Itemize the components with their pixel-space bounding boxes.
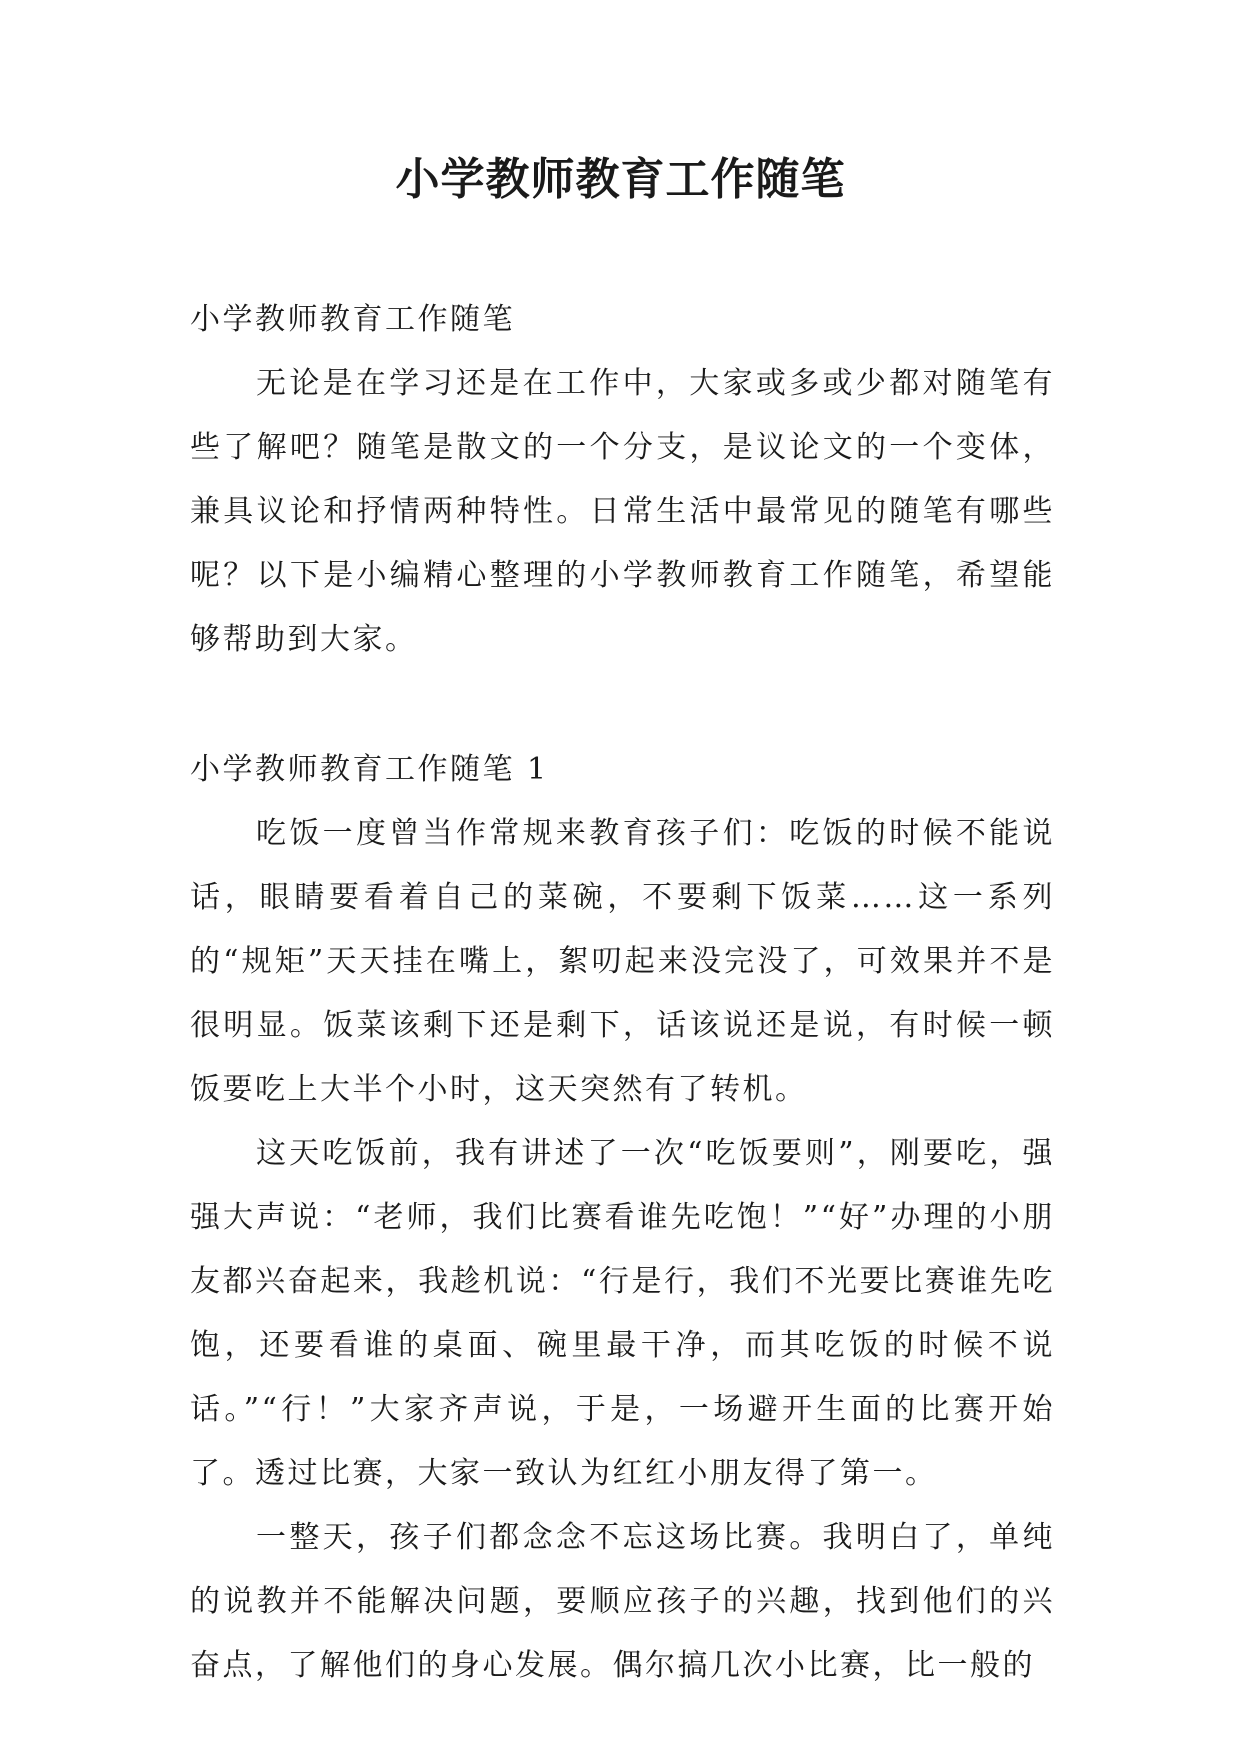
section-heading: 小学教师教育工作随笔 1 bbox=[190, 752, 549, 787]
document-body bbox=[190, 288, 1055, 1698]
intro-paragraph: 无论是在学习还是在工作中，大家或多或少都对随笔有些了解吧？随笔是散文的一个分支，是议论文的一个变体，兼具议论和抒情两种特性。日常生活中最常见的随笔有哪些呢？以下是小编精心整理的小学教师教育工作随笔，希望能够帮助到大家。 bbox=[190, 366, 1055, 657]
body-paragraph: 吃饭一度曾当作常规来教育孩子们：吃饭的时候不能说话，眼睛要看着自己的菜碗，不要剩下饭菜……这一系列的“规矩”天天挂在嘴上，絮叨起来没完没了，可效果并不是很明显。饭菜该剩下还是剩下，话该说还是说，有时候一顿饭要吃上大半个小时，这天突然有了转机。 bbox=[190, 816, 1055, 1107]
document-subtitle: 小学教师教育工作随笔 bbox=[190, 302, 515, 337]
document-title: 小学教师教育工作随笔 bbox=[395, 154, 846, 205]
section-spacer bbox=[190, 672, 1055, 738]
body-paragraph: 这天吃饭前，我有讲述了一次“吃饭要则”，刚要吃，强强大声说：“老师，我们比赛看谁先吃饱！”“好”办理的小朋友都兴奋起来，我趁机说：“行是行，我们不光要比赛谁先吃饱，还要看谁的桌面、碗里最干净，而其吃饭的时候不说话。”“行！”大家齐声说，于是，一场避开生面的比赛开始了。透过比赛，大家一致认为红红小朋友得了第一。 bbox=[190, 1136, 1055, 1491]
body-paragraph: 一整天，孩子们都念念不忘这场比赛。我明白了，单纯的说教并不能解决问题，要顺应孩子的兴趣，找到他们的兴奋点，了解他们的身心发展。偶尔搞几次小比赛，比一般的 bbox=[190, 1520, 1055, 1683]
